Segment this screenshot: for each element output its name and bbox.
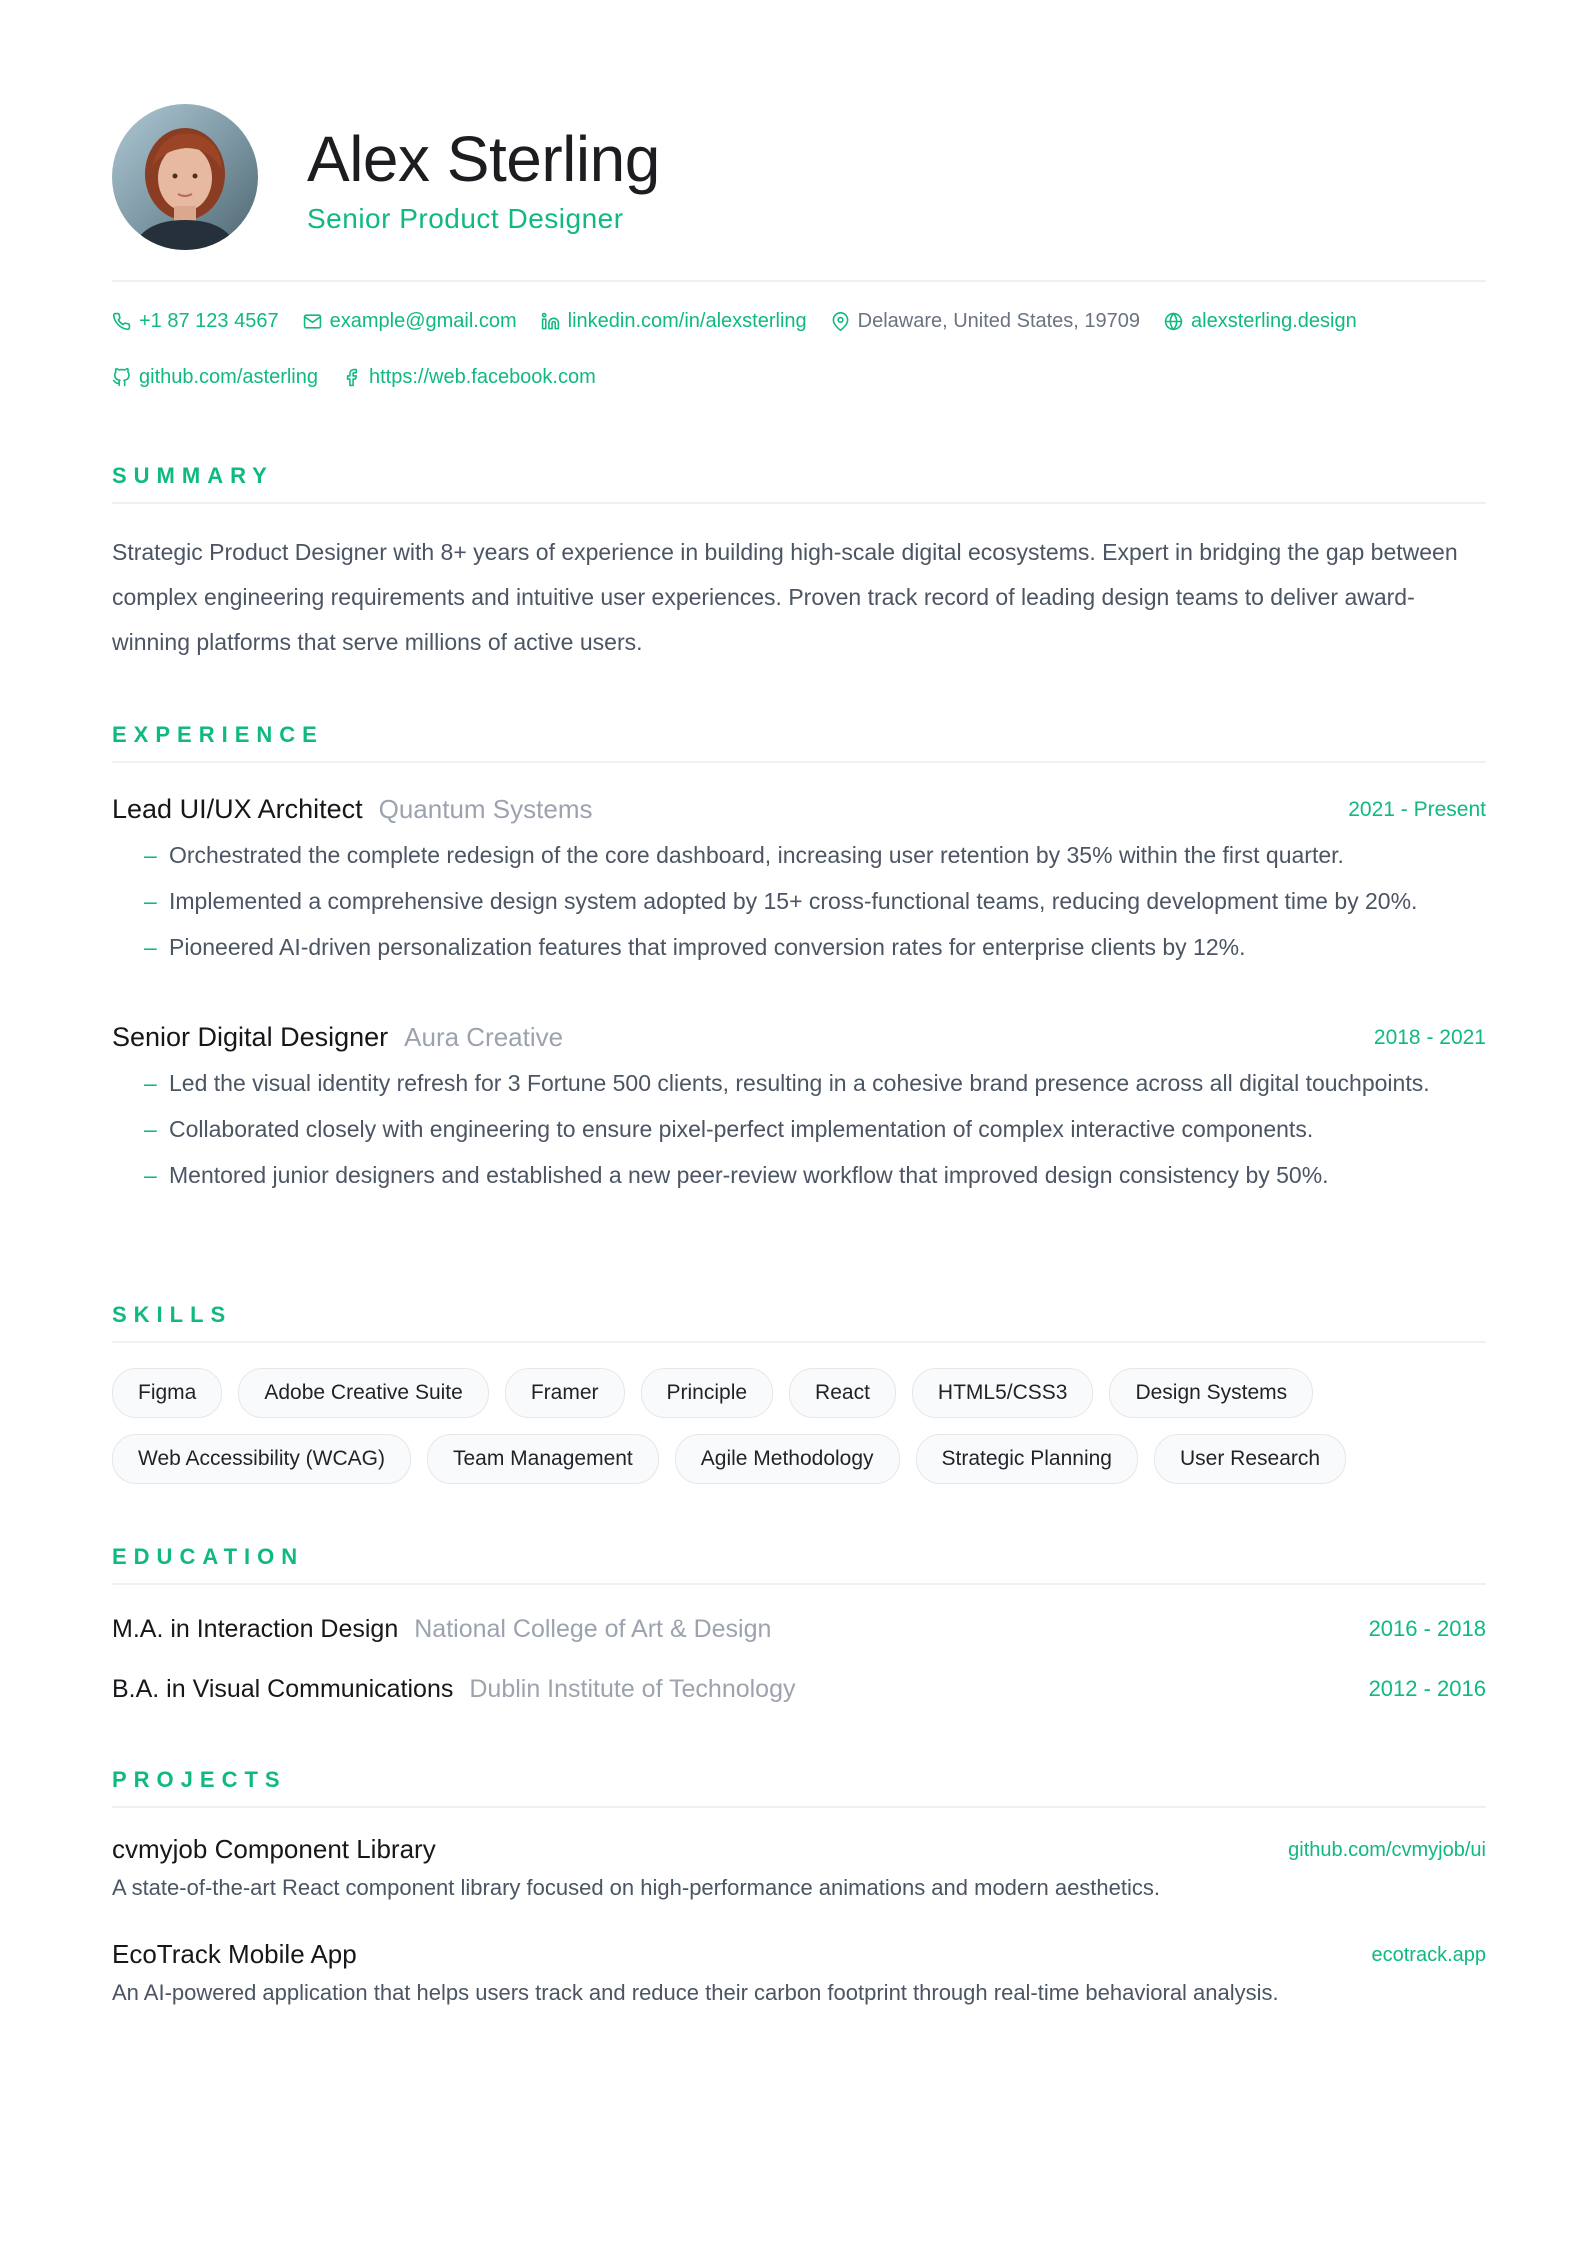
dash-icon: – bbox=[144, 888, 157, 914]
project-entry bbox=[112, 1832, 1486, 1904]
education-school: National College of Art & Design bbox=[414, 1615, 772, 1643]
github-icon bbox=[112, 368, 131, 387]
education-entry bbox=[112, 1612, 1486, 1646]
project-link[interactable]: ecotrack.app bbox=[1371, 1944, 1486, 1966]
education-line bbox=[112, 1672, 796, 1706]
contact-phone-text: +1 87 123 4567 bbox=[139, 309, 279, 332]
experience-divider bbox=[112, 761, 1486, 763]
contact-linkedin[interactable] bbox=[541, 310, 807, 333]
job-bullet bbox=[112, 927, 1486, 967]
dash-icon: – bbox=[144, 1116, 157, 1142]
skill-chip: Figma bbox=[112, 1368, 222, 1418]
dash-icon: – bbox=[144, 842, 157, 868]
skill-chip: Framer bbox=[505, 1368, 625, 1418]
contact-github[interactable] bbox=[112, 366, 318, 389]
project-name: cvmyjob Component Library bbox=[112, 1834, 436, 1864]
header-divider bbox=[112, 280, 1486, 282]
project-description: An AI-powered application that helps users track and reduce their carbon footprint through real-time behavioral analysis. bbox=[112, 1980, 1279, 2005]
skill-chip: Design Systems bbox=[1109, 1368, 1313, 1418]
contact-facebook[interactable] bbox=[342, 366, 596, 389]
contact-row-2 bbox=[112, 362, 620, 392]
candidate-role: Senior Product Designer bbox=[307, 203, 624, 234]
job-bullet bbox=[112, 1109, 1486, 1149]
contact-facebook-text: https://web.facebook.com bbox=[368, 365, 596, 388]
project-entry bbox=[112, 1937, 1486, 2009]
job-bullet bbox=[112, 881, 1486, 921]
skills-list bbox=[112, 1368, 1486, 1500]
globe-icon bbox=[1164, 312, 1183, 331]
job-bullet bbox=[112, 835, 1486, 875]
dash-icon: – bbox=[144, 934, 157, 960]
job-company: Aura Creative bbox=[404, 1022, 564, 1052]
project-link[interactable]: github.com/cvmyjob/ui bbox=[1288, 1839, 1486, 1861]
education-line bbox=[112, 1612, 771, 1646]
job-bullets bbox=[112, 1063, 1486, 1195]
job-company: Quantum Systems bbox=[378, 794, 593, 824]
skill-chip: User Research bbox=[1154, 1434, 1346, 1484]
job-bullets bbox=[112, 835, 1486, 967]
contact-phone[interactable] bbox=[112, 310, 279, 333]
contact-row-1 bbox=[112, 306, 1381, 336]
job-bullet-text: Collaborated closely with engineering to ensure pixel-perfect implementation of complex interactive components. bbox=[169, 1116, 1314, 1142]
contact-location bbox=[831, 310, 1140, 333]
job-title-line bbox=[112, 1019, 563, 1055]
section-title-skills: SKILLS bbox=[112, 1302, 233, 1327]
skill-chip: React bbox=[789, 1368, 896, 1418]
linkedin-icon bbox=[541, 312, 560, 331]
job-bullet bbox=[112, 1155, 1486, 1195]
candidate-name: Alex Sterling bbox=[307, 123, 660, 195]
skill-chip: Strategic Planning bbox=[916, 1434, 1138, 1484]
job-date: 2021 - Present bbox=[1348, 798, 1486, 821]
mail-icon bbox=[303, 312, 322, 331]
section-title-experience: EXPERIENCE bbox=[112, 722, 324, 747]
contact-website[interactable] bbox=[1164, 310, 1357, 333]
project-description: A state-of-the-art React component library focused on high-performance animations and modern aesthetics. bbox=[112, 1875, 1160, 1900]
skill-chip: Principle bbox=[641, 1368, 774, 1418]
projects-divider bbox=[112, 1806, 1486, 1808]
contact-email[interactable] bbox=[303, 310, 517, 333]
skills-divider bbox=[112, 1341, 1486, 1343]
job-bullet bbox=[112, 1063, 1486, 1103]
job-bullet-text: Led the visual identity refresh for 3 Fortune 500 clients, resulting in a cohesive brand presence across all digital touchpoints. bbox=[169, 1070, 1430, 1096]
dash-icon: – bbox=[144, 1070, 157, 1096]
education-degree: M.A. in Interaction Design bbox=[112, 1615, 399, 1643]
facebook-icon bbox=[342, 368, 361, 387]
skill-chip: Adobe Creative Suite bbox=[238, 1368, 488, 1418]
map-pin-icon bbox=[831, 312, 850, 331]
contact-location-text: Delaware, United States, 19709 bbox=[857, 309, 1141, 332]
skill-chip: Team Management bbox=[427, 1434, 659, 1484]
contact-github-text: github.com/asterling bbox=[139, 365, 318, 388]
phone-icon bbox=[112, 312, 131, 331]
job-bullet-text: Mentored junior designers and established a new peer-review workflow that improved design consistency by 50%. bbox=[169, 1162, 1329, 1188]
section-title-projects: PROJECTS bbox=[112, 1767, 287, 1792]
education-entry bbox=[112, 1672, 1486, 1706]
education-school: Dublin Institute of Technology bbox=[469, 1675, 796, 1703]
job-title: Lead UI/UX Architect bbox=[112, 794, 363, 824]
contact-website-text: alexsterling.design bbox=[1191, 309, 1357, 332]
education-date: 2012 - 2016 bbox=[1368, 1676, 1486, 1701]
job-date: 2018 - 2021 bbox=[1373, 1026, 1486, 1049]
skill-row-1 bbox=[112, 1368, 1486, 1418]
project-name: EcoTrack Mobile App bbox=[112, 1939, 357, 1969]
education-degree: B.A. in Visual Communications bbox=[112, 1675, 454, 1703]
job-entry bbox=[112, 791, 1486, 973]
contact-email-text: example@gmail.com bbox=[329, 309, 517, 332]
section-title-education: EDUCATION bbox=[112, 1544, 305, 1569]
section-title-summary: SUMMARY bbox=[112, 463, 274, 488]
education-divider bbox=[112, 1583, 1486, 1585]
resume-header bbox=[112, 104, 1486, 250]
job-bullet-text: Pioneered AI-driven personalization features that improved conversion rates for enterprise clients by 12%. bbox=[169, 934, 1246, 960]
summary-divider bbox=[112, 502, 1486, 504]
skill-row-2 bbox=[112, 1434, 1486, 1484]
job-entry bbox=[112, 1019, 1486, 1201]
job-header bbox=[112, 791, 1486, 827]
job-bullet-text: Orchestrated the complete redesign of the core dashboard, increasing user retention by 35% within the first quarter. bbox=[169, 842, 1344, 868]
job-title-line bbox=[112, 791, 592, 827]
job-header bbox=[112, 1019, 1486, 1055]
skill-chip: Web Accessibility (WCAG) bbox=[112, 1434, 411, 1484]
skill-chip: HTML5/CSS3 bbox=[912, 1368, 1094, 1418]
job-title: Senior Digital Designer bbox=[112, 1022, 389, 1052]
education-date: 2016 - 2018 bbox=[1368, 1616, 1486, 1641]
summary-text: Strategic Product Designer with 8+ years of experience in building high-scale digital ecosystems. Expert in bridging the gap between complex engineering requirements and intuitive user experiences. Proven track record of leading design teams to deliver award-winning platforms that serve millions of active users. bbox=[112, 539, 1458, 655]
avatar-photo-icon bbox=[112, 104, 258, 250]
contact-linkedin-text: linkedin.com/in/alexsterling bbox=[567, 309, 807, 332]
avatar bbox=[112, 104, 258, 250]
dash-icon: – bbox=[144, 1162, 157, 1188]
skill-chip: Agile Methodology bbox=[675, 1434, 900, 1484]
job-bullet-text: Implemented a comprehensive design system adopted by 15+ cross-functional teams, reducing development time by 20%. bbox=[169, 888, 1418, 914]
